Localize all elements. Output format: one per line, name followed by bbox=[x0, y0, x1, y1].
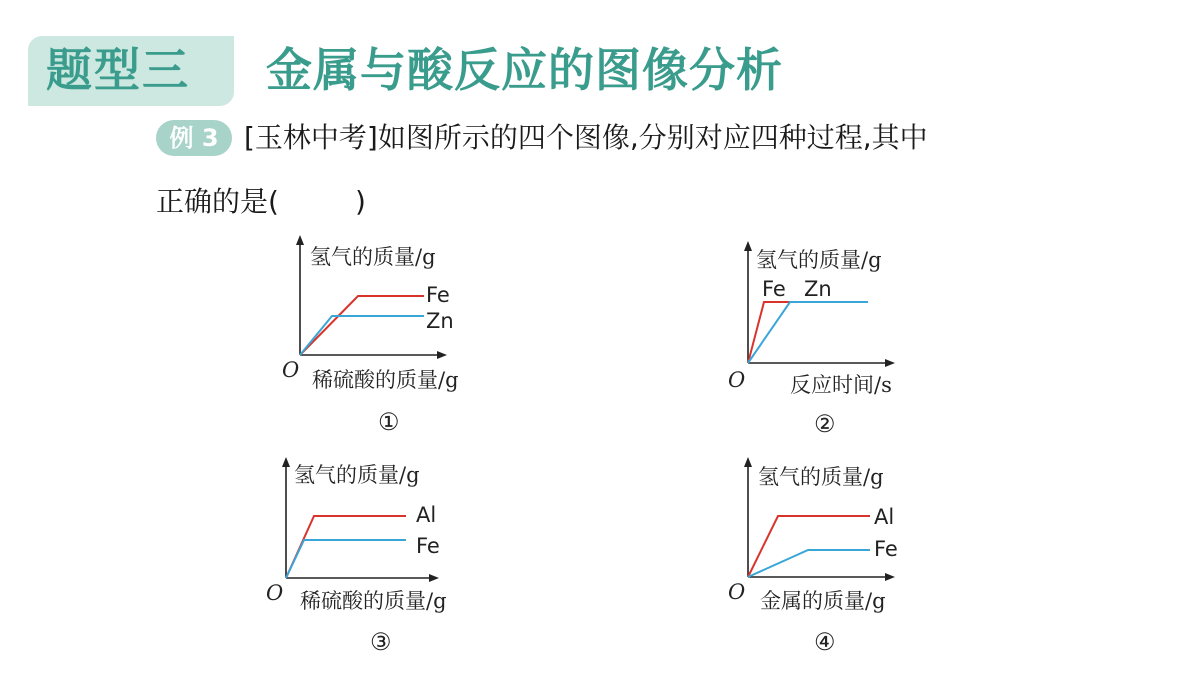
graph-1 bbox=[270, 232, 530, 442]
y-axis-label: 氢气的质量/g bbox=[756, 248, 882, 272]
al-line bbox=[286, 516, 406, 578]
fe-line bbox=[748, 550, 870, 577]
graph-3 bbox=[256, 454, 516, 664]
series-label-bottom: Zn bbox=[426, 309, 454, 333]
origin-label: O bbox=[728, 368, 746, 392]
x-axis-label: 反应时间/s bbox=[790, 373, 892, 397]
origin-label: O bbox=[282, 358, 300, 382]
origin-label: O bbox=[266, 581, 284, 605]
x-axis-label: 稀硫酸的质量/g bbox=[300, 589, 447, 613]
question-answer-prefix: 正确的是( bbox=[156, 185, 279, 218]
question-answer-suffix: ) bbox=[354, 185, 366, 218]
x-axis-label: 金属的质量/g bbox=[760, 589, 886, 613]
zn-line bbox=[748, 302, 868, 363]
y-axis-label: 氢气的质量/g bbox=[294, 463, 420, 487]
section-title: 金属与酸反应的图像分析 bbox=[266, 43, 783, 97]
series-label-top: Fe bbox=[426, 283, 450, 307]
section-tag: 题型三 bbox=[46, 43, 190, 97]
question-answer-line bbox=[156, 182, 366, 222]
graph-number: ② bbox=[814, 410, 836, 438]
graph-number: ③ bbox=[370, 628, 392, 656]
series-label-top: Fe bbox=[762, 277, 786, 301]
series-label-top: Al bbox=[874, 505, 895, 529]
example-badge: 例 3 bbox=[156, 120, 232, 156]
question-text: [玉林中考]如图所示的四个图像,分别对应四种过程,其中 bbox=[244, 121, 928, 154]
graph-4 bbox=[718, 454, 978, 664]
graph-2 bbox=[718, 238, 978, 448]
y-axis-label: 氢气的质量/g bbox=[758, 465, 884, 489]
y-axis-label: 氢气的质量/g bbox=[310, 245, 436, 269]
x-axis-label: 稀硫酸的质量/g bbox=[312, 368, 459, 392]
graph-number: ④ bbox=[814, 628, 836, 656]
series-label-bottom: Fe bbox=[874, 537, 898, 561]
fe-line bbox=[300, 296, 424, 355]
series-label-top: Al bbox=[416, 503, 437, 527]
series-label-bottom: Fe bbox=[416, 534, 440, 558]
fe-line bbox=[286, 540, 406, 578]
graph-number: ① bbox=[378, 408, 400, 436]
series-label-bottom: Zn bbox=[804, 277, 832, 301]
origin-label: O bbox=[728, 580, 746, 604]
